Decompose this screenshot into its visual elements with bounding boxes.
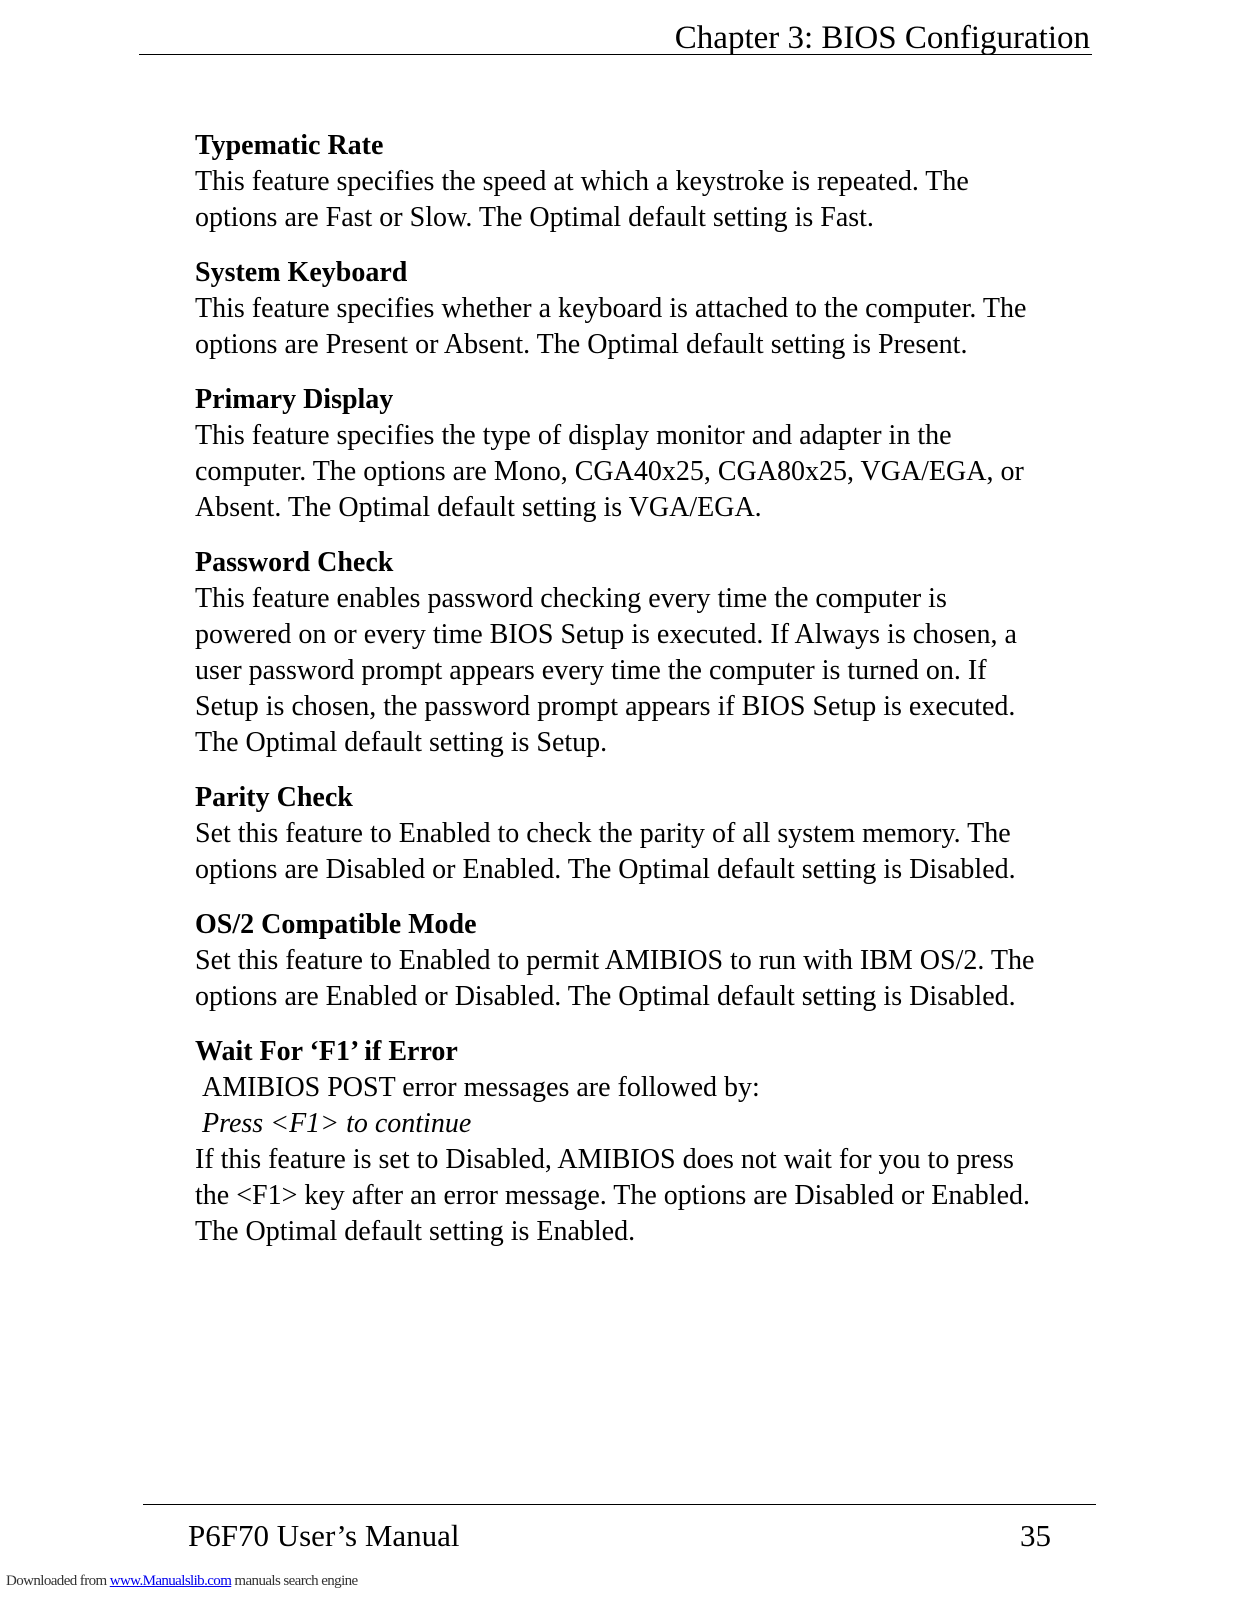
body-line: The Optimal default setting is Setup. xyxy=(195,727,608,758)
body-line: options are Enabled or Disabled. The Optimal default setting is Disabled. xyxy=(195,981,1016,1012)
post-message-intro: AMIBIOS POST error messages are followed by: xyxy=(202,1072,760,1103)
footer-rule xyxy=(143,1504,1096,1505)
body-line: Absent. The Optimal default setting is VGA/EGA. xyxy=(195,492,762,523)
watermark-suffix: manuals search engine xyxy=(231,1573,358,1589)
body-line: options are Disabled or Enabled. The Optimal default setting is Disabled. xyxy=(195,854,1016,885)
body-line: options are Fast or Slow. The Optimal default setting is Fast. xyxy=(195,202,874,233)
body-line: Set this feature to Enabled to permit AMIBIOS to run with IBM OS/2. The xyxy=(195,945,1035,976)
section-primary-display xyxy=(195,382,1130,526)
section-password-check xyxy=(195,545,1130,761)
section-system-keyboard xyxy=(195,255,1130,363)
body-line: powered on or every time BIOS Setup is executed. If Always is chosen, a xyxy=(195,619,1017,650)
body-line: computer. The options are Mono, CGA40x25, CGA80x25, VGA/EGA, or xyxy=(195,456,1024,487)
section-heading: Wait For ‘F1’ if Error xyxy=(195,1036,458,1067)
body-line: Set this feature to Enabled to check the parity of all system memory. The xyxy=(195,818,1011,849)
watermark-prefix: Downloaded from xyxy=(6,1573,110,1589)
f1-prompt-text: Press <F1> to continue xyxy=(202,1108,472,1139)
section-heading: Typematic Rate xyxy=(195,130,384,161)
body-line: This feature specifies the speed at which a keystroke is repeated. The xyxy=(195,166,969,197)
section-body xyxy=(195,418,1130,526)
download-watermark xyxy=(6,1571,358,1591)
section-os2-compatible-mode xyxy=(195,907,1130,1015)
section-heading: OS/2 Compatible Mode xyxy=(195,909,477,940)
section-heading: Parity Check xyxy=(195,782,353,813)
section-typematic-rate xyxy=(195,128,1130,236)
page-content xyxy=(195,128,1130,1269)
section-heading: Primary Display xyxy=(195,384,394,415)
body-line: options are Present or Absent. The Optimal default setting is Present. xyxy=(195,329,968,360)
page-header xyxy=(0,14,1237,60)
body-line: Setup is chosen, the password prompt appears if BIOS Setup is executed. xyxy=(195,691,1016,722)
body-line: the <F1> key after an error message. The options are Disabled or Enabled. xyxy=(195,1180,1031,1211)
section-parity-check xyxy=(195,780,1130,888)
section-body xyxy=(195,943,1130,1015)
header-rule xyxy=(139,54,1092,55)
section-body xyxy=(195,581,1130,761)
body-line: This feature specifies the type of display monitor and adapter in the xyxy=(195,420,952,451)
section-wait-for-f1 xyxy=(195,1034,1130,1250)
body-line: The Optimal default setting is Enabled. xyxy=(195,1216,636,1247)
chapter-title: Chapter 3: BIOS Configuration xyxy=(674,20,1090,56)
manualslib-link[interactable]: www.Manualslib.com xyxy=(109,1573,232,1589)
body-line: This feature specifies whether a keyboard is attached to the computer. The xyxy=(195,293,1027,324)
body-line: If this feature is set to Disabled, AMIBIOS does not wait for you to press xyxy=(195,1144,1014,1175)
body-line: This feature enables password checking every time the computer is xyxy=(195,583,947,614)
section-body xyxy=(195,291,1130,363)
manual-title: P6F70 User’s Manual xyxy=(188,1518,460,1553)
section-body xyxy=(195,164,1130,236)
section-body xyxy=(195,816,1130,888)
section-heading: System Keyboard xyxy=(195,257,408,288)
page-number: 35 xyxy=(1020,1518,1051,1553)
section-heading: Password Check xyxy=(195,547,394,578)
section-body xyxy=(195,1070,1130,1250)
body-line: user password prompt appears every time the computer is turned on. If xyxy=(195,655,987,686)
